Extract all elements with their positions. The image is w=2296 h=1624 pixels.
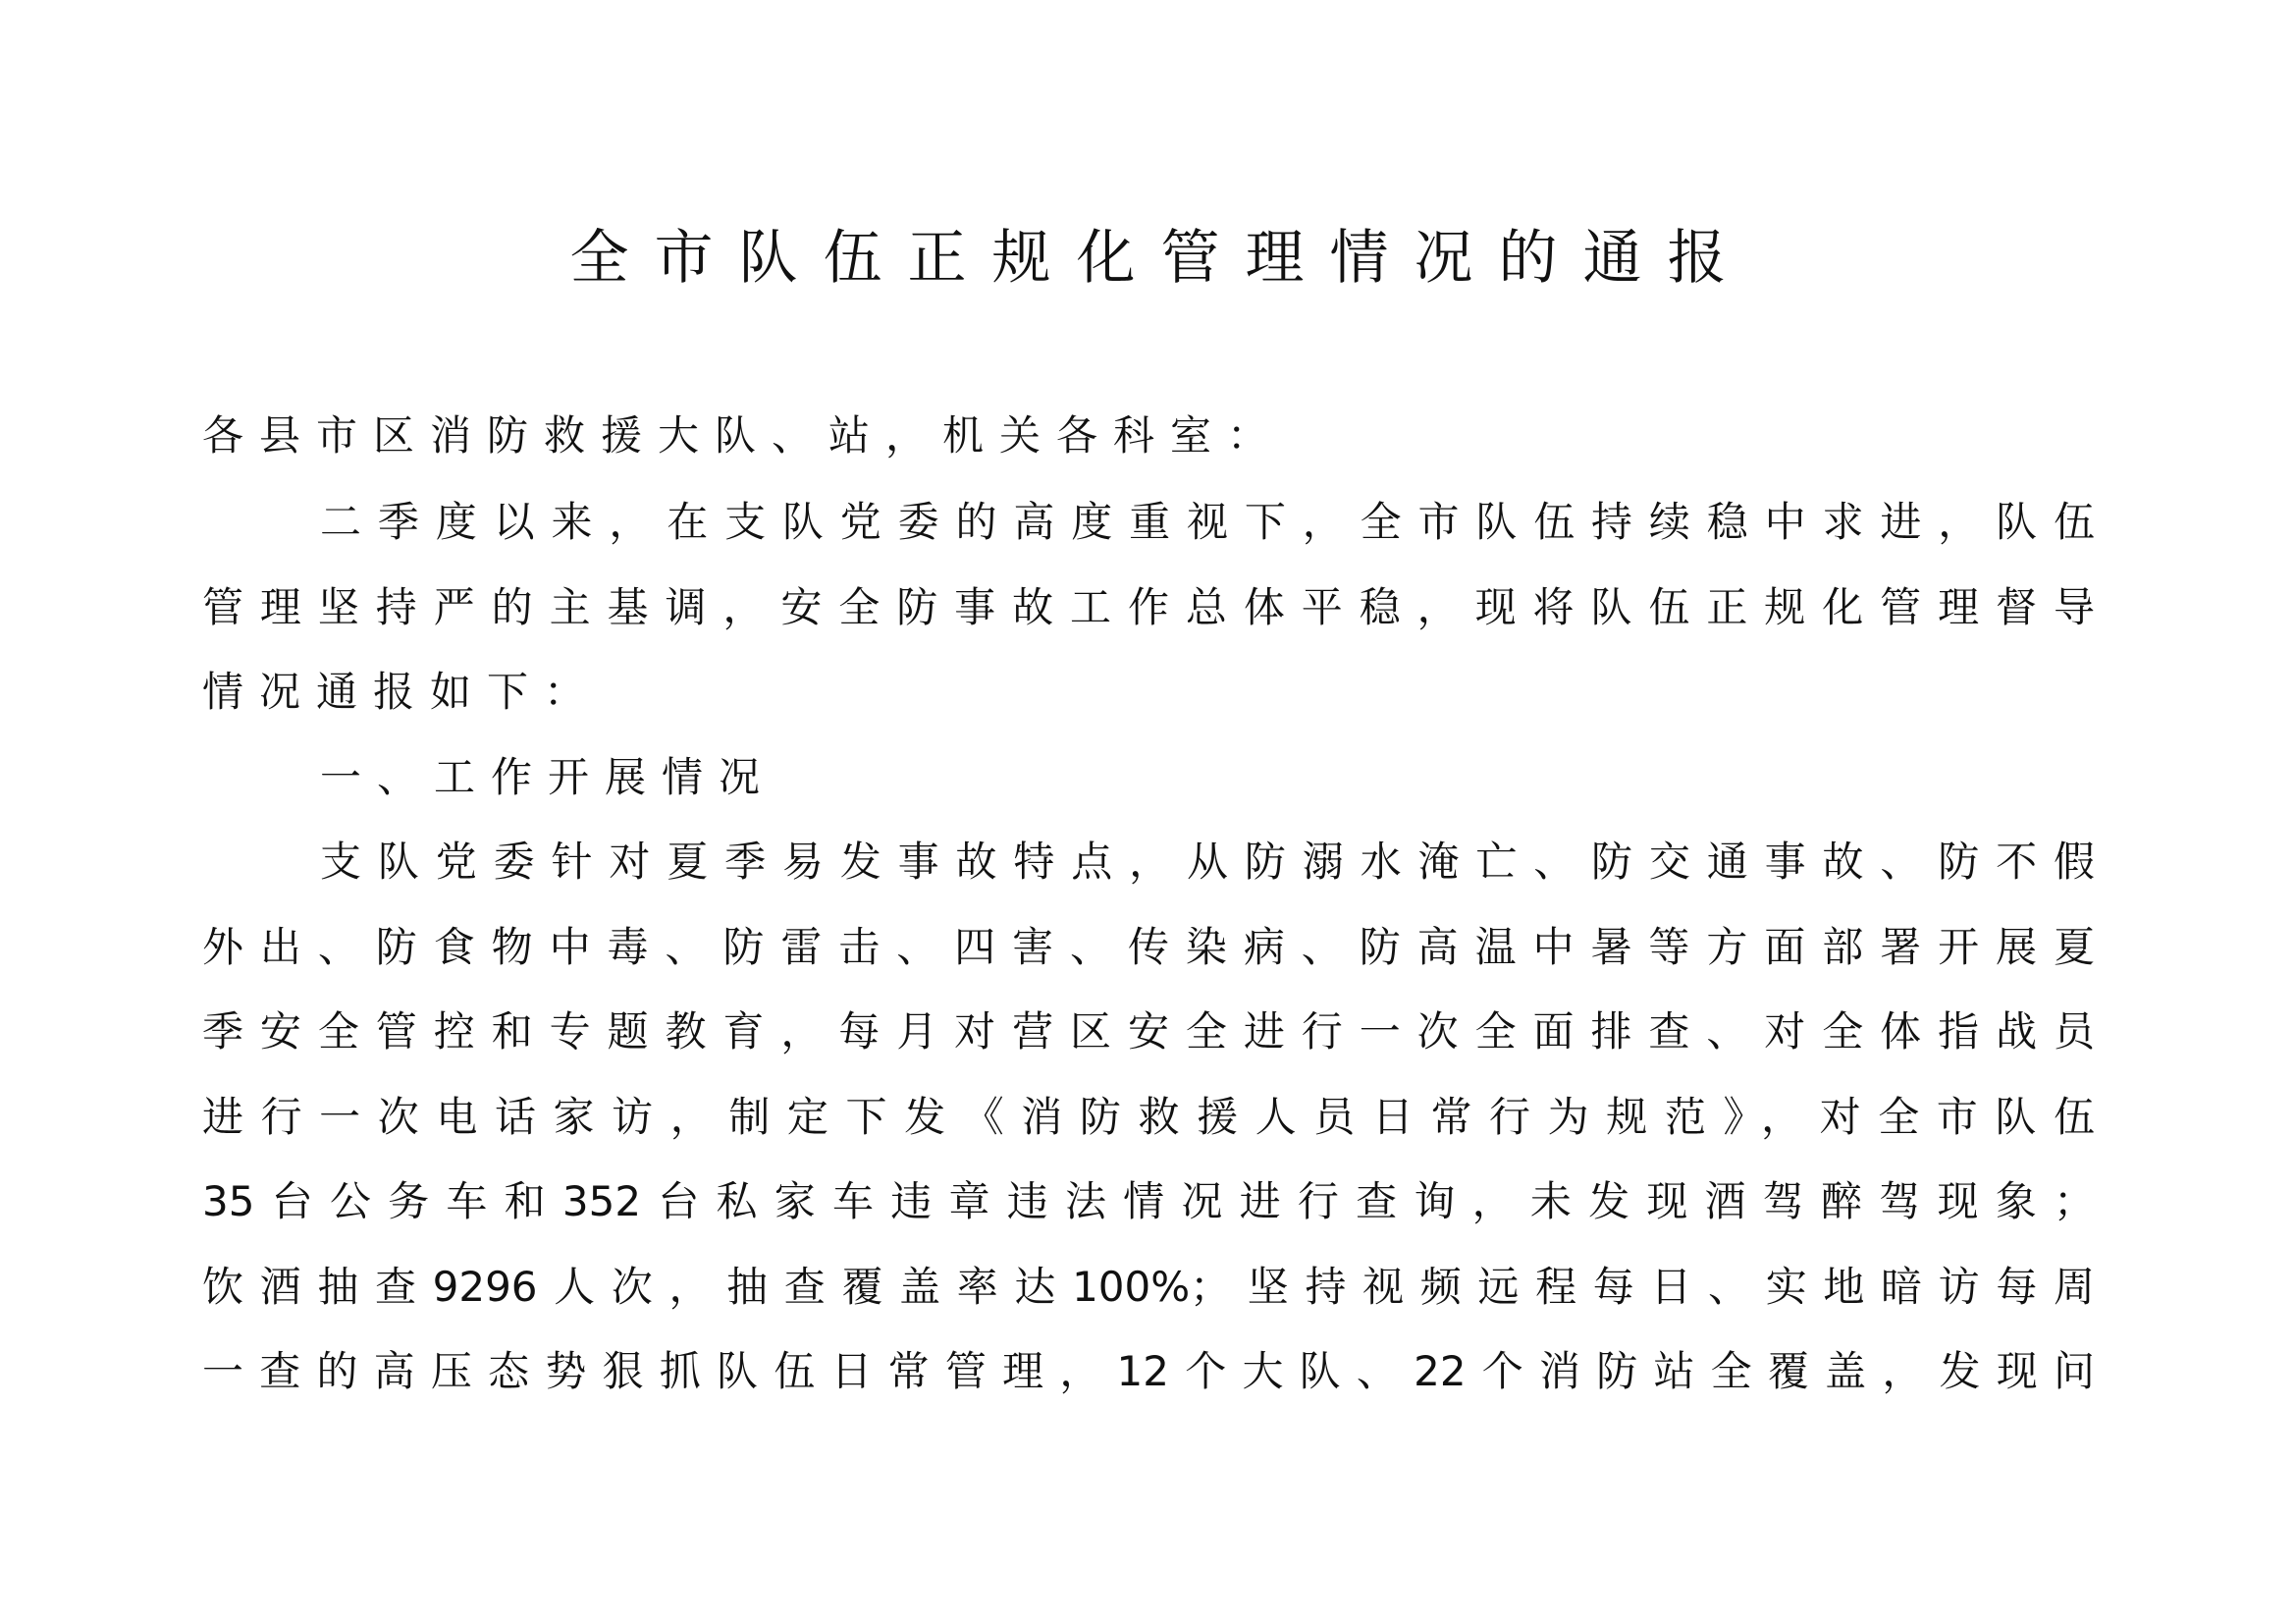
salutation-line: 各县市区消防救援大队、站，机关各科室： [202, 411, 1285, 460]
paragraph-line: 饮酒抽查9296人次，抽查覆盖率达100%；坚持视频远程每日、实地暗访每周 [202, 1263, 2095, 1311]
paragraph-line: 支队党委针对夏季易发事故特点，从防溺水淹亡、防交通事故、防不假 [320, 838, 2095, 886]
paragraph-line: 35台公务车和352台私家车违章违法情况进行查询，未发现酒驾醉驾现象； [202, 1177, 2095, 1225]
paragraph-line: 管理坚持严的主基调，安全防事故工作总体平稳，现将队伍正规化管理督导 [202, 583, 2095, 631]
paragraph-line: 外出、防食物中毒、防雷击、四害、传染病、防高温中暑等方面部署开展夏 [202, 923, 2095, 971]
document-title: 全市队伍正规化管理情况的通报 [569, 224, 1752, 293]
paragraph-line: 情况通报如下： [202, 668, 602, 716]
paragraph-line: 一查的高压态势狠抓队伍日常管理，12个大队、22个消防站全覆盖，发现问 [202, 1347, 2095, 1395]
section-heading: 一、工作开展情况 [320, 753, 776, 801]
paragraph-line: 进行一次电话家访，制定下发《消防救援人员日常行为规范》，对全市队伍 [202, 1093, 2095, 1141]
paragraph-line: 季安全管控和专题教育，每月对营区安全进行一次全面排查、对全体指战员 [202, 1007, 2095, 1056]
paragraph-line: 二季度以来，在支队党委的高度重视下，全市队伍持续稳中求进，队伍 [320, 498, 2095, 546]
